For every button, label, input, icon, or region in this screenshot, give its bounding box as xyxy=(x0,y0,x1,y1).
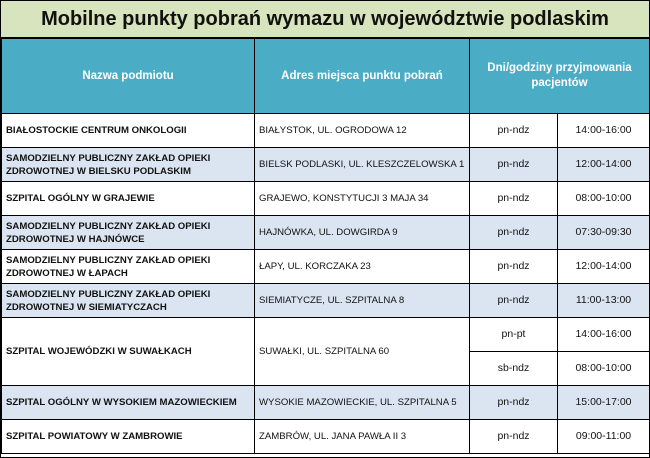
header-name: Nazwa podmiotu xyxy=(2,39,255,114)
row-days: pn-ndz xyxy=(470,250,558,284)
row-name: SZPITAL OGÓLNY W WYSOKIEM MAZOWIECKIEM xyxy=(2,386,255,420)
row-address: ZAMBRÓW, UL. JANA PAWŁA II 3 xyxy=(255,420,470,454)
row-address: GRAJEWO, KONSTYTUCJI 3 MAJA 34 xyxy=(255,182,470,216)
row-hours: 09:00-11:00 xyxy=(558,420,650,454)
row-days: pn-ndz xyxy=(470,420,558,454)
row-hours: 12:00-14:00 xyxy=(558,148,650,182)
row-hours: 14:00-16:00 xyxy=(558,114,650,148)
row-address: SIEMIATYCZE, UL. SZPITALNA 8 xyxy=(255,284,470,318)
row-name: BIAŁOSTOCKIE CENTRUM ONKOLOGII xyxy=(2,114,255,148)
row-address: ŁAPY, UL. KORCZAKA 23 xyxy=(255,250,470,284)
sampling-points-table xyxy=(1,38,650,454)
row-hours: 07:30-09:30 xyxy=(558,216,650,250)
table-row xyxy=(2,182,650,216)
table-header-row xyxy=(2,39,650,114)
row-hours: 08:00-10:00 xyxy=(558,182,650,216)
header-address: Adres miejsca punktu pobrań xyxy=(255,39,470,114)
table-row xyxy=(2,420,650,454)
row-name: SZPITAL WOJEWÓDZKI W SUWAŁKACH xyxy=(2,318,255,386)
table-row xyxy=(2,148,650,182)
table-row xyxy=(2,250,650,284)
row-days: pn-ndz xyxy=(470,386,558,420)
row-name: SAMODZIELNY PUBLICZNY ZAKŁAD OPIEKI ZDROWOTNEJ W HAJNÓWCE xyxy=(2,216,255,250)
row-hours: 14:00-16:00 xyxy=(558,318,650,352)
row-address: BIAŁYSTOK, UL. OGRODOWA 12 xyxy=(255,114,470,148)
row-address: BIELSK PODLASKI, UL. KLESZCZELOWSKA 1 xyxy=(255,148,470,182)
row-name: SAMODZIELNY PUBLICZNY ZAKŁAD OPIEKI ZDROWOTNEJ W ŁAPACH xyxy=(2,250,255,284)
row-name: SAMODZIELNY PUBLICZNY ZAKŁAD OPIEKI ZDROWOTNEJ W SIEMIATYCZACH xyxy=(2,284,255,318)
table-row xyxy=(2,318,650,352)
row-hours: 15:00-17:00 xyxy=(558,386,650,420)
row-hours: 12:00-14:00 xyxy=(558,250,650,284)
row-days: pn-ndz xyxy=(470,216,558,250)
row-name: SAMODZIELNY PUBLICZNY ZAKŁAD OPIEKI ZDROWOTNEJ W BIELSKU PODLASKIM xyxy=(2,148,255,182)
page-title: Mobilne punkty pobrań wymazu w województwie podlaskim xyxy=(1,1,649,38)
row-days: sb-ndz xyxy=(470,352,558,386)
header-days-hours: Dni/godziny przyjmowania pacjentów xyxy=(470,39,650,114)
table-row xyxy=(2,114,650,148)
row-hours: 11:00-13:00 xyxy=(558,284,650,318)
row-name: SZPITAL OGÓLNY W GRAJEWIE xyxy=(2,182,255,216)
row-address: WYSOKIE MAZOWIECKIE, UL. SZPITALNA 5 xyxy=(255,386,470,420)
table-row xyxy=(2,216,650,250)
row-address: HAJNÓWKA, UL. DOWGIRDA 9 xyxy=(255,216,470,250)
row-name: SZPITAL POWIATOWY W ZAMBROWIE xyxy=(2,420,255,454)
table-row xyxy=(2,284,650,318)
row-days: pn-pt xyxy=(470,318,558,352)
row-days: pn-ndz xyxy=(470,182,558,216)
row-address: SUWAŁKI, UL. SZPITALNA 60 xyxy=(255,318,470,386)
row-days: pn-ndz xyxy=(470,148,558,182)
row-days: pn-ndz xyxy=(470,284,558,318)
row-hours: 08:00-10:00 xyxy=(558,352,650,386)
table-row xyxy=(2,386,650,420)
row-days: pn-ndz xyxy=(470,114,558,148)
